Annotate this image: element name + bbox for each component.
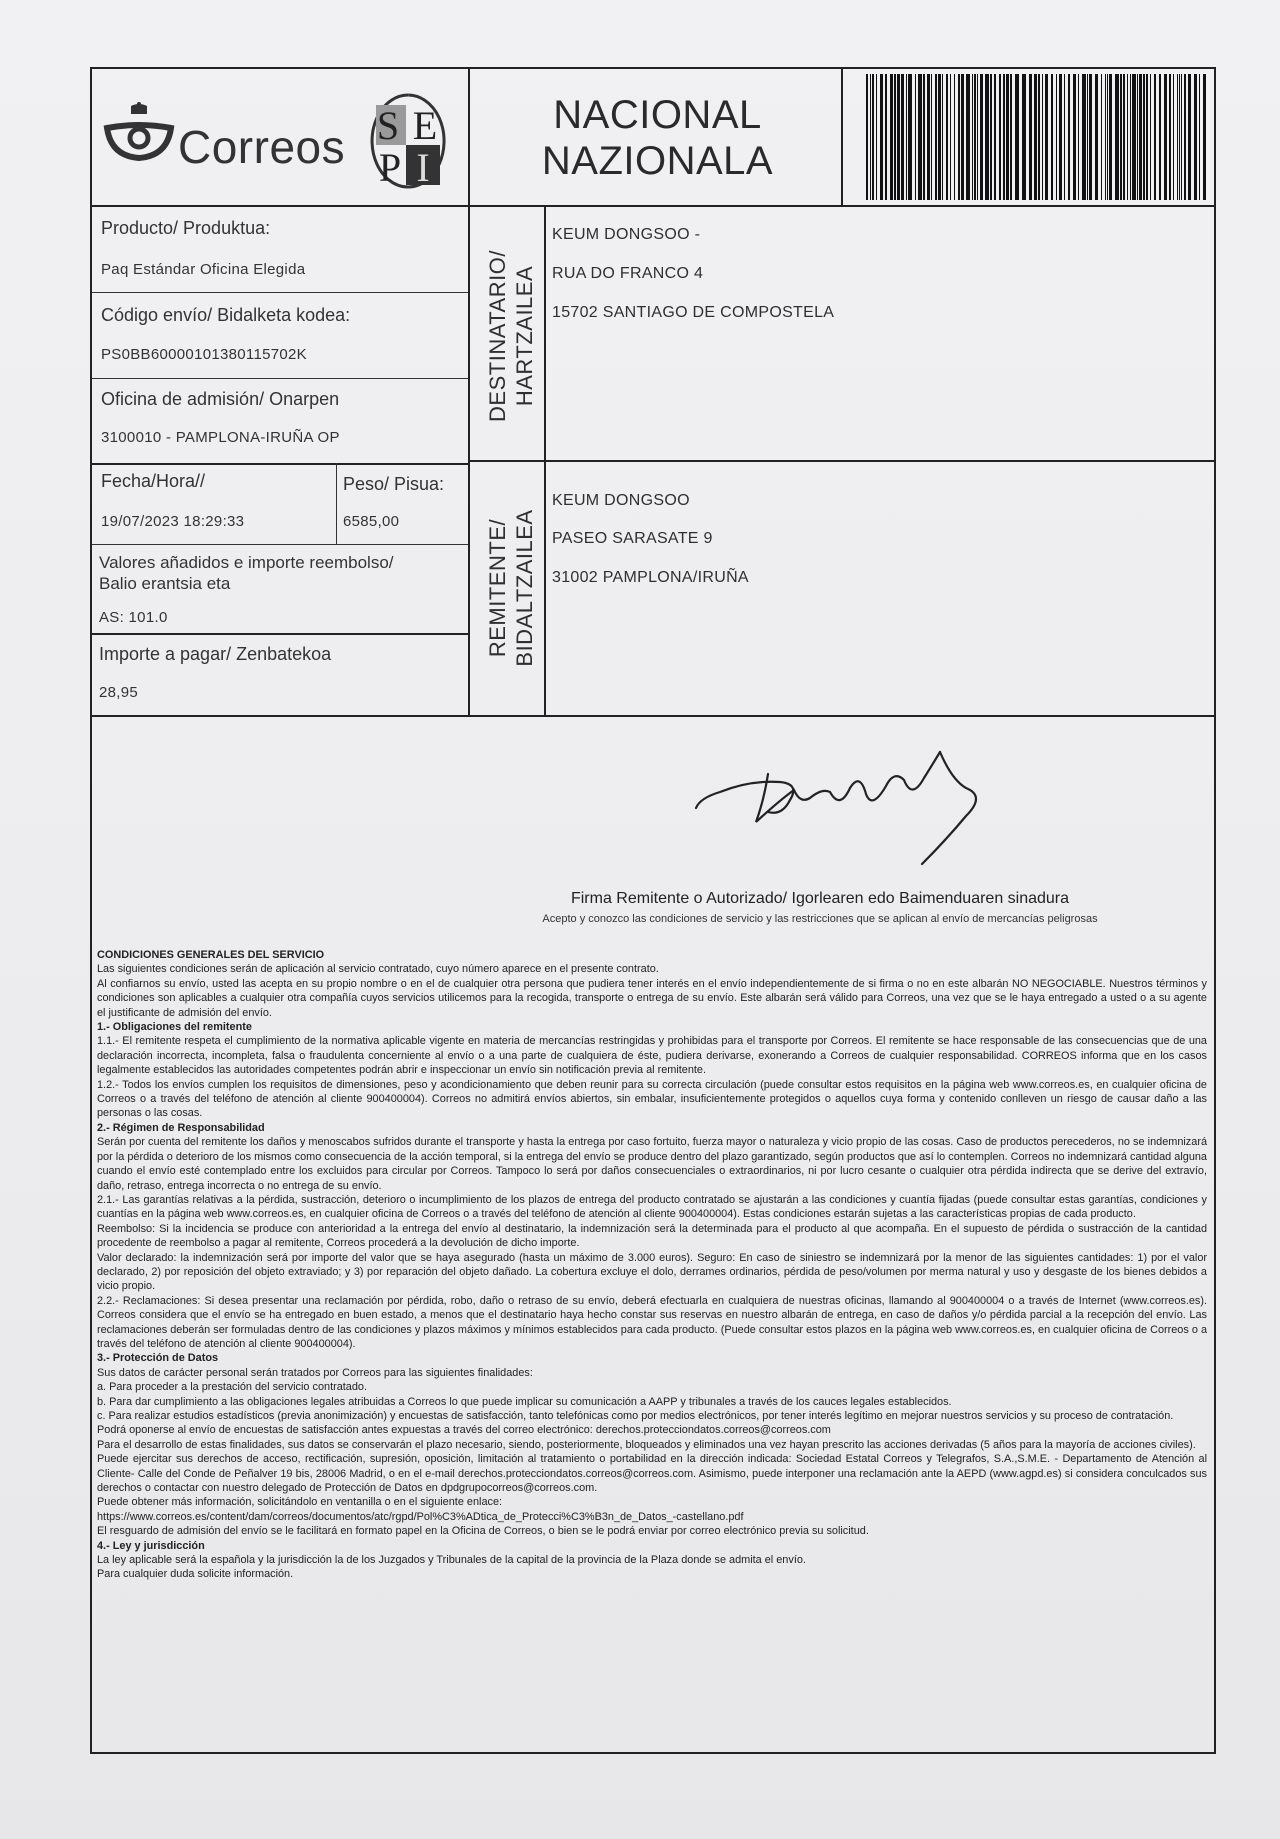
barcode-bar — [1169, 74, 1171, 200]
barcode-bar — [938, 74, 941, 200]
barcode-bar — [1188, 74, 1191, 200]
section-divider — [90, 715, 1216, 717]
terms-paragraph: La ley aplicable será la española y la jurisdicción la de los Juzgados y Tribunales de la capital de la provincia de la Plaza donde se admita el envío. — [97, 1554, 806, 1567]
barcode-bar — [1078, 74, 1079, 200]
terms-paragraph: Para el desarrollo de estas finalidades, sus datos se conservarán el plazo necesario, siendo, posteriormente, bloqueados y eliminados una vez hayan prescrito las acciones derivadas (5 años para la mayoría de acciones civiles). — [97, 1438, 1196, 1451]
barcode-bar — [915, 74, 916, 200]
barcode-bar — [935, 74, 937, 200]
office-label: Oficina de admisión/ Onarpen — [101, 389, 340, 409]
barcode-bar — [1181, 74, 1182, 200]
barcode-bar — [906, 74, 907, 200]
barcode-bar — [1045, 74, 1048, 200]
terms-heading: 1.- Obligaciones del remitente — [97, 1021, 252, 1034]
terms-paragraph: 2.1.- Las garantías relativas a la pérdida, sustracción, deterioro o incumplimiento de los plazos de entrega del producto contratado se ajustarán a las condiciones y cuantía fijadas (puede consultar estas garantías, condiciones y cuantías en la página web www.correos.es, en cualquier oficina de Correos o a través del teléfono de atención al cliente 900400004). Estas condiciones estarán sujetas a las características propias de cada producto. — [97, 1193, 1207, 1221]
terms-paragraph: 1.2.- Todos los envíos cumplen los requisitos de dimensiones, peso y acondicionamiento que deben reunir para su correcta circulación (puede consultar estos requisitos en la página web www.correos.es, en cualquier oficina de Correos o a través del teléfono de atención al cliente 900400004). Correos no admitirá envíos abiertos, sin embalar, insuficientemente protegidos o aquellos cuya forma y contenido conlleven un riesgo de causar daño a las personas o las cosas. — [97, 1078, 1207, 1120]
field-divider — [92, 544, 468, 545]
amount-value: 28,95 — [99, 684, 139, 701]
code-value: PS0BB60000101380115702K — [101, 346, 307, 363]
barcode-bar — [985, 74, 989, 200]
barcode-bar — [1203, 74, 1206, 200]
barcode-bar — [1194, 74, 1197, 200]
barcode-bar — [1164, 74, 1167, 200]
barcode-bar — [1082, 74, 1086, 200]
barcode-bar — [1073, 74, 1076, 200]
recipient-street: RUA DO FRANCO 4 — [552, 265, 704, 282]
recipient-name: KEUM DONGSOO - — [552, 226, 701, 243]
header-divider — [90, 205, 1216, 207]
field-divider — [92, 292, 468, 293]
barcode-bar — [1042, 74, 1043, 200]
product-label: Producto/ Produktua: — [101, 218, 271, 238]
barcode-bar — [894, 74, 896, 200]
terms-paragraph: Reembolso: Si la incidencia se produce con anterioridad a la entrega del envío al destinatario, la indemnización será la determinada para el producto al que acompaña. En el supuesto de pérdida o sustracción de la cantidad procedente de reembolso a pagar al remitente, Correos procederá a la devolución de dicho importe. — [97, 1222, 1207, 1250]
barcode-bar — [870, 74, 871, 200]
barcode-bar — [918, 74, 922, 200]
barcode-bar — [872, 74, 874, 200]
field-divider — [92, 633, 468, 635]
barcode-bar — [908, 74, 912, 200]
barcode-bar — [966, 74, 970, 200]
barcode-bar — [931, 74, 932, 200]
field-divider — [92, 463, 468, 465]
barcode-bar — [1132, 74, 1136, 200]
barcode-bar — [885, 74, 887, 200]
barcode-bar — [876, 74, 877, 200]
terms-paragraph: 2.2.- Reclamaciones: Si desea presentar una reclamación por pérdida, robo, daño o retraso de su envío, deberá efectuarla en cualquiera de nuestras oficinas, llamando al 900400004 o a través de Internet (www.correos.es). Correos considera que el envío se ha entregado en buen estado, a menos que el destinatario haya hecho constar sus reservas en nuestro albarán de entrega, en caso de daños y/o pérdida parcial a la recepción del envío. Las reclamaciones deberán ser formuladas dentro de las condiciones y plazos máximos y mínimos establecidos para cada producto. (Puede consultar estos plazos en la página web www.correos.es, en cualquier oficina de Correos o a través del teléfono de atención al cliente 900400004). — [97, 1294, 1207, 1350]
barcode-bar — [1056, 74, 1057, 200]
barcode — [862, 72, 1210, 202]
barcode-bar — [927, 74, 930, 200]
barcode-bar — [1173, 74, 1174, 200]
service-type — [470, 92, 845, 184]
barcode-bar — [901, 74, 904, 200]
field-divider — [336, 463, 337, 544]
terms-paragraph: Puede obtener más información, solicitándolo en ventanilla o en el siguiente enlace: — [97, 1496, 503, 1509]
weight-value: 6585,00 — [343, 513, 400, 530]
recipient-vertical-label — [484, 211, 538, 461]
barcode-bar — [1095, 74, 1098, 200]
recipient-label-2: HARTZAILEA — [512, 265, 537, 407]
barcode-bar — [1068, 74, 1070, 200]
terms-paragraph: Valor declarado: la indemnización será por importe del valor que se haya asegurado (hasta un máximo de 3.000 euros). Seguro: En caso de siniestro se indemnizará por la menor de las siguientes cantidades: 1) por el valor declarado, 2) por reposición del objeto extraviado; y 3) por reparación del objeto dañado. La cobertura excluye el dolo, derrames ordinarios, pérdida de peso/volumen por merma natural y uso y desgaste de los bienes debidos a vicio propio. — [97, 1251, 1207, 1293]
terms-and-conditions — [97, 948, 1207, 1582]
sepi-logo — [370, 93, 446, 191]
terms-paragraph: El resguardo de admisión del envío se le facilitará en formato papel en la Oficina de Correos, o bien se le podrá enviar por correo electrónico previa su solicitud. — [97, 1525, 869, 1538]
code-label: Código envío/ Bidalketa kodea: — [101, 305, 351, 325]
terms-paragraph: https://www.correos.es/content/dam/correos/documentos/atc/rgpd/Pol%C3%ADtica_de_Protecci%C3%B3n_de_Datos_-castellano.pdf — [97, 1510, 744, 1523]
service-line-2: NAZIONALA — [541, 139, 774, 183]
barcode-bar — [1109, 74, 1112, 200]
svg-text:S: S — [376, 103, 400, 148]
barcode-bar — [880, 74, 883, 200]
terms-paragraph: Podrá oponerse al envío de encuestas de satisfacción antes expuestas a través del correo electrónico: derechos.protecciondatos.correos@correos.com — [97, 1424, 831, 1437]
barcode-bar — [1115, 74, 1119, 200]
barcode-bar — [866, 74, 868, 200]
post-horn-icon — [103, 102, 175, 166]
barcode-bar — [990, 74, 992, 200]
terms-paragraph: Serán por cuenta del remitente los daños y menoscabos sufridos durante el transporte y hasta la entrega por caso fortuito, fuerza mayor o naturaleza y vicio propio de las cosas. Caso de productos perecederos, no se indemnizará por la pérdida o deterioro de los mismos como consecuencia de la acción temporal, si la entrega del envío se produce dentro del plazo garantizado, según productos que así lo contemplen. Correos no indemnizará cantidad alguna cuando el envío esté contemplado entre los excluidos para circular por Correos. Tampoco lo será por daños consecuenciales o extraordinarios, ni por lucro cesante o cualquier otra pérdida indirecta que se derive del extravío, daño, retraso, entrega incorrecta o no entrega de su envío. — [97, 1136, 1207, 1192]
values-label-2: Balio erantsia eta — [99, 574, 231, 593]
barcode-bar — [974, 74, 976, 200]
signature-title: Firma Remitente o Autorizado/ Igorlearen edo Baimenduaren sinadura — [570, 890, 1070, 907]
barcode-bar — [1120, 74, 1122, 200]
barcode-bar — [977, 74, 978, 200]
handwritten-signature — [690, 740, 1040, 870]
recipient-city: 15702 SANTIAGO DE COMPOSTELA — [552, 304, 835, 321]
svg-text:P: P — [378, 145, 402, 190]
barcode-bar — [1150, 74, 1151, 200]
terms-heading: 2.- Régimen de Responsabilidad — [97, 1121, 265, 1134]
terms-paragraph: c. Para realizar estudios estadísticos (previa anonimización) y encuestas de satisfacción, tanto telefónicas como por medios electrónicos, por tener interés legítimo en mejorar nuestros servicios y su proceso de contratación. — [97, 1410, 1174, 1422]
svg-text:E: E — [412, 103, 438, 148]
product-value: Paq Estándar Oficina Elegida — [101, 261, 306, 278]
barcode-bar — [1179, 74, 1180, 200]
barcode-bar — [946, 74, 948, 200]
barcode-bar — [1006, 74, 1009, 200]
terms-paragraph: Puede ejercitar sus derechos de acceso, rectificación, supresión, oposición, limitación al tratamiento o portabilidad en la dirección indicada: Sociedad Estatal Correos y Telegrafos, S.A.,S.M.E. - Departamento de Atención al Cliente- Calle del Conde de Peñalver 19 bis, 28006 Madrid, o en el e-mail derechos.protecciondatos.correos@correos.com. Asimismo, puede interponer una reclamación ante la AEPD (www.agpd.es) si considera conculcados sus derechos o contactar con nuestro delegado de Protección de Datos en dpdgrupocorreos@correos.com. — [97, 1453, 1207, 1495]
sender-label-1: REMITENTE/ — [485, 518, 510, 658]
sender-label-2: BIDALTZAILEA — [512, 509, 537, 667]
terms-heading: CONDICIONES GENERALES DEL SERVICIO — [97, 949, 325, 961]
barcode-bar — [1022, 74, 1026, 200]
barcode-bar — [890, 74, 893, 200]
recipient-label-1: DESTINATARIO/ — [485, 250, 510, 422]
barcode-bar — [994, 74, 996, 200]
weight-label: Peso/ Pisua: — [343, 474, 445, 494]
terms-paragraph: Las siguientes condiciones serán de aplicación al servicio contratado, cuyo número aparece en el presente contrato. — [97, 963, 659, 976]
barcode-bar — [1087, 74, 1088, 200]
barcode-bar — [1034, 74, 1037, 200]
values-value: AS: 101.0 — [99, 609, 168, 626]
date-value: 19/07/2023 18:29:33 — [101, 513, 245, 530]
barcode-bar — [1123, 74, 1125, 200]
barcode-bar — [999, 74, 1001, 200]
terms-paragraph: b. Para dar cumplimiento a las obligaciones legales atribuidas a Correos lo que puede implicar su comunicación a AAPP y tribunales a través de los cauces legales establecidos. — [97, 1395, 952, 1408]
barcode-bar — [1159, 74, 1161, 200]
barcode-bar — [1059, 74, 1062, 200]
barcode-bar — [1139, 74, 1142, 200]
service-line-1: NACIONAL — [553, 93, 762, 137]
signature-subtitle: Acepto y conozco las condiciones de servicio y las restricciones que se aplican al envío de mercancías peligrosas — [542, 913, 1098, 925]
barcode-bar — [1143, 74, 1145, 200]
barcode-bar — [958, 74, 960, 200]
barcode-bar — [1064, 74, 1065, 200]
values-label: Valores añadidos e importe reembolso/ — [99, 553, 394, 572]
barcode-bar — [1003, 74, 1005, 200]
barcode-bar — [1137, 74, 1138, 200]
terms-paragraph: a. Para proceder a la prestación del servicio contratado. — [97, 1381, 367, 1394]
barcode-bar — [1029, 74, 1032, 200]
barcode-bar — [961, 74, 964, 200]
barcode-bar — [1015, 74, 1019, 200]
terms-paragraph: Sus datos de carácter personal serán tratados por Correos para las siguientes finalidades: — [97, 1366, 533, 1379]
barcode-bar — [1038, 74, 1040, 200]
terms-paragraph: 1.1.- El remitente respeta el cumplimiento de la normativa aplicable vigente en materia de mercancías restringidas y prohibidas para el transporte por Correos. El remitente se hace responsable de las consecuencias que de una declaración incorrecta, incompleta, falsa o fraudulenta concerniente al envío o a una parte de cualquiera de éste, pudiera derivarse, exonerando a Correos de cualquier responsabilidad. CORREOS informa que en los casos legalmente establecidos las autoridades competentes podrán abrir e inspeccionar un envío sin notificación previa al remitente. — [97, 1035, 1207, 1077]
barcode-bar — [1127, 74, 1128, 200]
barcode-bar — [1051, 74, 1053, 200]
office-value: 3100010 - PAMPLONA-IRUÑA OP — [101, 429, 340, 446]
barcode-bar — [980, 74, 983, 200]
amount-label: Importe a pagar/ Zenbatekoa — [99, 644, 332, 664]
date-label: Fecha/Hora// — [101, 471, 206, 491]
brand-name: Correos — [178, 121, 346, 173]
barcode-bar — [1146, 74, 1148, 200]
barcode-bar — [1177, 74, 1178, 200]
barcode-bar — [1184, 74, 1186, 200]
sender-street: PASEO SARASATE 9 — [552, 530, 713, 547]
barcode-bar — [1199, 74, 1200, 200]
recipient-sender-divider — [468, 460, 1216, 462]
sender-city: 31002 PAMPLONA/IRUÑA — [552, 569, 749, 586]
barcode-bar — [1105, 74, 1106, 200]
barcode-bar — [1154, 74, 1156, 200]
barcode-bar — [950, 74, 951, 200]
barcode-bar — [897, 74, 900, 200]
barcode-bar — [1107, 74, 1108, 200]
barcode-bar — [1101, 74, 1102, 200]
barcode-bar — [942, 74, 943, 200]
sender-vertical-label — [484, 463, 538, 713]
barcode-bar — [923, 74, 925, 200]
terms-heading: 4.- Ley y jurisdicción — [97, 1539, 205, 1552]
barcode-bar — [1010, 74, 1012, 200]
terms-heading: 3.- Protección de Datos — [97, 1352, 219, 1365]
barcode-bar — [1089, 74, 1092, 200]
terms-paragraph: Al confiarnos su envío, usted las acepta en su propio nombre o en el de cualquier otra persona que pudiera tener interés en el envío independientemente de si firma o no en este albarán NO NEGOCIABLE. Nuestros términos y condiciones son aplicables a cualquier otra compañía cuyos servicios utilicemos para la recogida, transporte o entrega de su envío. Este albarán será válido para Correos, una vez que se le haya entregado a usted o a su agente el justificante de admisión del envío. — [97, 977, 1207, 1019]
field-divider — [92, 378, 468, 379]
barcode-bar — [954, 74, 955, 200]
barcode-bar — [972, 74, 973, 200]
svg-text:I: I — [416, 145, 430, 190]
sender-name: KEUM DONGSOO — [552, 492, 690, 509]
terms-paragraph: Para cualquier duda solicite información. — [97, 1568, 294, 1581]
barcode-bar — [1130, 74, 1131, 200]
